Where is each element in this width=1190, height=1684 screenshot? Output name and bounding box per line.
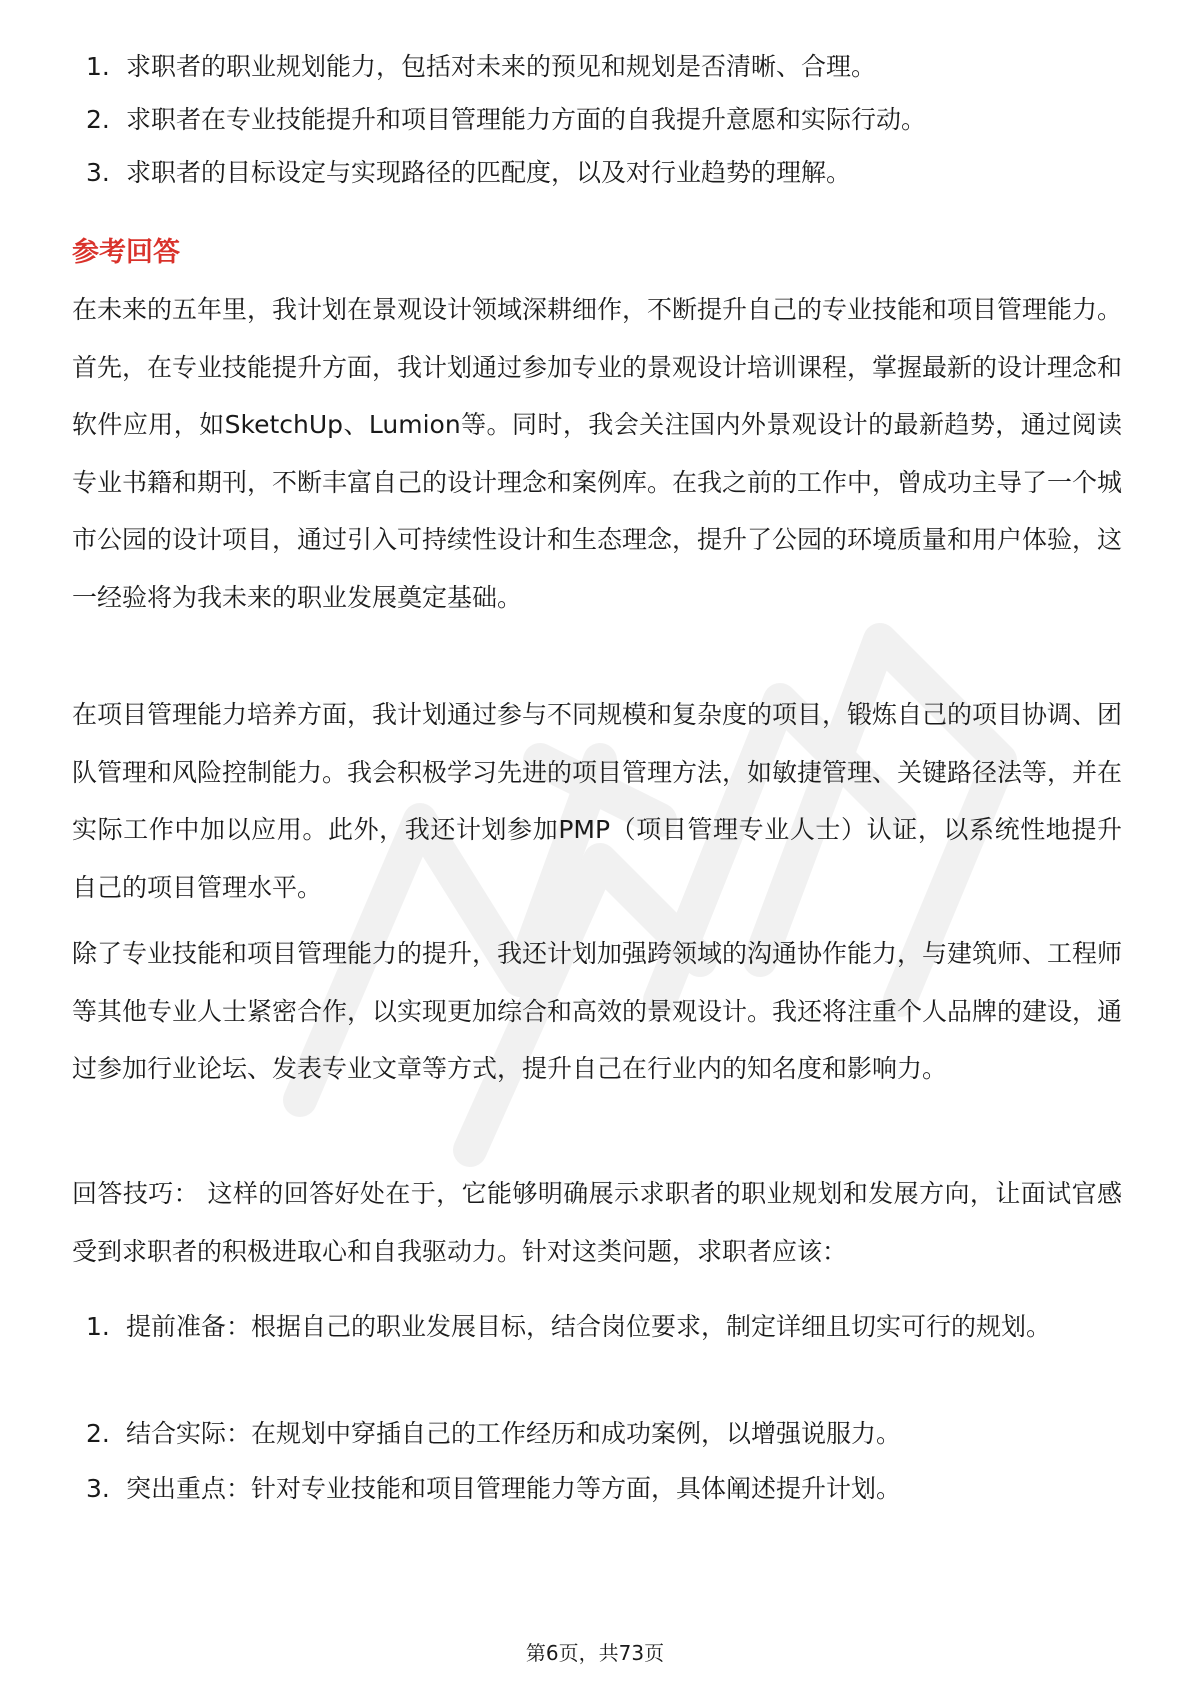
list-item bbox=[86, 144, 1116, 201]
list-item-text: 求职者在专业技能提升和项目管理能力方面的自我提升意愿和实际行动。 bbox=[126, 105, 927, 134]
page-footer: 第6页，共73页 bbox=[525, 1641, 665, 1665]
list-item-number: 1. bbox=[86, 52, 110, 81]
list-item-text: 突出重点：针对专业技能和项目管理能力等方面，具体阐述提升计划。 bbox=[126, 1474, 902, 1503]
list-item-number: 2. bbox=[86, 105, 110, 134]
list-item-text: 提前准备：根据自己的职业发展目标，结合岗位要求，制定详细且切实可行的规划。 bbox=[126, 1312, 1052, 1341]
answer-paragraph: 在未来的五年里，我计划在景观设计领域深耕细作，不断提升自己的专业技能和项目管理能力。首先，在专业技能提升方面，我计划通过参加专业的景观设计培训课程，掌握最新的设计理念和软件应用，如SketchUp、Lumion等。同时，我会关注国内外景观设计的最新趋势，通过阅读专业书籍和期刊，不断丰富自己的设计理念和案例库。在我之前的工作中，曾成功主导了一个城市公园的设计项目，通过引入可持续性设计和生态理念，提升了公园的环境质量和用户体验，这一经验将为我未来的职业发展奠定基础。 bbox=[72, 295, 1123, 612]
list-item-text: 求职者的职业规划能力，包括对未来的预见和规划是否清晰、合理。 bbox=[126, 52, 877, 81]
list-item bbox=[86, 1298, 1116, 1355]
tips-intro: 回答技巧： 这样的回答好处在于，它能够明确展示求职者的职业规划和发展方向，让面试官感受到求职者的积极进取心和自我驱动力。针对这类问题，求职者应该： bbox=[72, 1179, 1122, 1266]
list-item-number: 1. bbox=[86, 1312, 110, 1341]
list-item-number: 3. bbox=[86, 158, 110, 187]
list-item bbox=[86, 1460, 1116, 1517]
list-item-text: 结合实际：在规划中穿插自己的工作经历和成功案例，以增强说服力。 bbox=[126, 1419, 902, 1448]
list-item-text: 求职者的目标设定与实现路径的匹配度，以及对行业趋势的理解。 bbox=[126, 158, 852, 187]
answer-paragraph: 除了专业技能和项目管理能力的提升，我还计划加强跨领域的沟通协作能力，与建筑师、工程师等其他专业人士紧密合作，以实现更加综合和高效的景观设计。我还将注重个人品牌的建设，通过参加行业论坛、发表专业文章等方式，提升自己在行业内的知名度和影响力。 bbox=[72, 939, 1123, 1083]
section-heading: 参考回答 bbox=[72, 237, 180, 268]
list-item-number: 2. bbox=[86, 1419, 110, 1448]
answer-paragraph: 在项目管理能力培养方面，我计划通过参与不同规模和复杂度的项目，锻炼自己的项目协调、团队管理和风险控制能力。我会积极学习先进的项目管理方法，如敏捷管理、关键路径法等，并在实际工作中加以应用。此外，我还计划参加PMP（项目管理专业人士）认证，以系统性地提升自己的项目管理水平。 bbox=[72, 700, 1123, 902]
list-item bbox=[86, 1405, 1116, 1462]
list-item bbox=[86, 38, 1116, 95]
list-item bbox=[86, 91, 1116, 148]
list-item-number: 3. bbox=[86, 1474, 110, 1503]
